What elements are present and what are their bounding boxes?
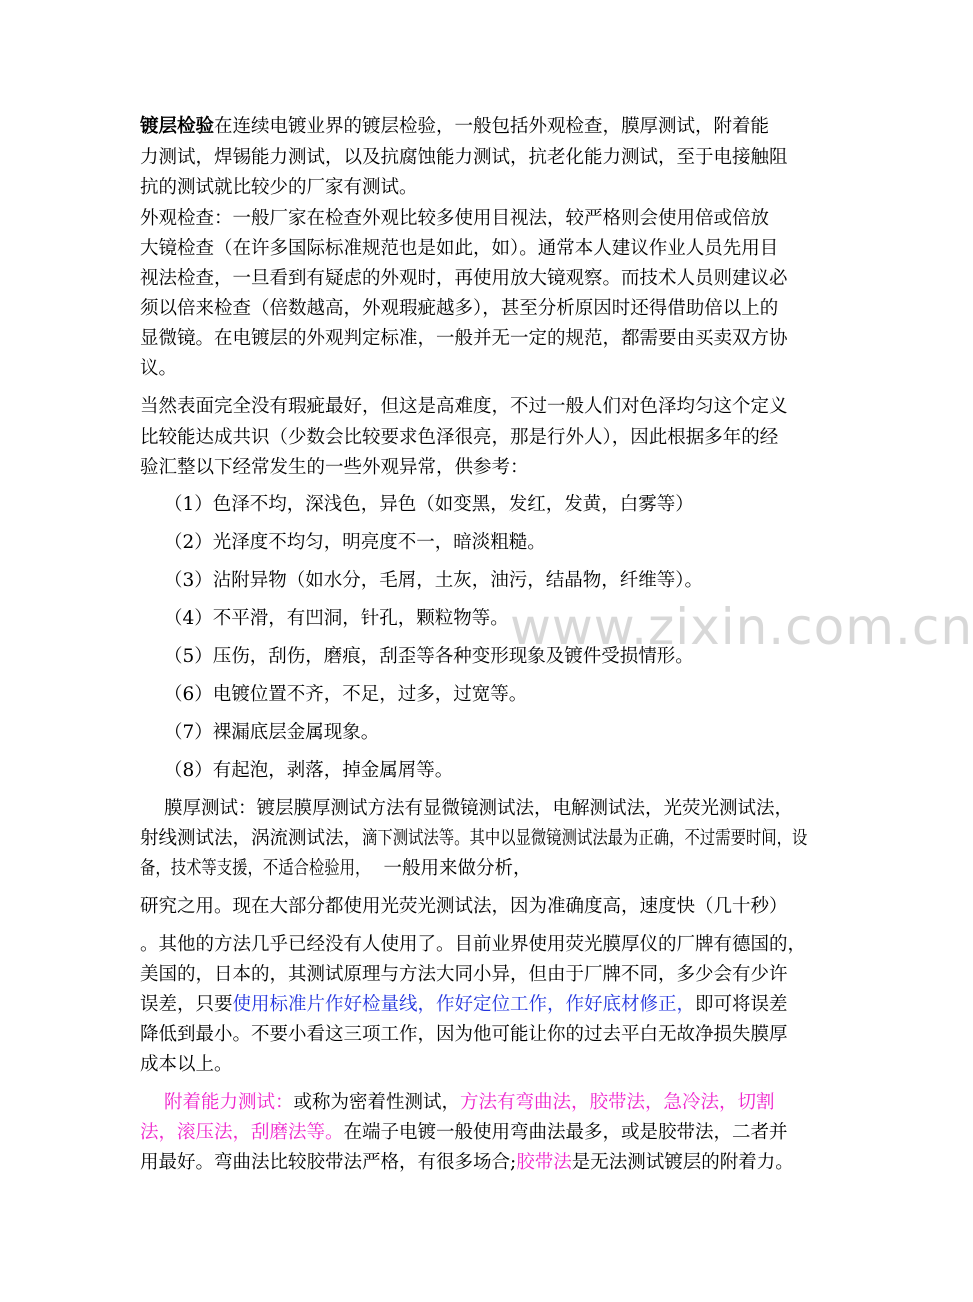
text-run: 即可将误差 xyxy=(695,994,788,1015)
p4-line-9: 成本以上。 xyxy=(140,1054,233,1075)
list-item: （6）电镀位置不齐，不足，过多，过宽等。 xyxy=(164,684,528,705)
list-item: （1）色泽不均，深浅色，异色（如变黑，发红，发黄，白雾等） xyxy=(164,494,694,515)
p2-line-3: 视法检查，一旦看到有疑虑的外观时，再使用放大镜观察。而技术人员则建议必 xyxy=(140,268,788,289)
section-heading: 镀层检验 xyxy=(140,116,215,137)
list-item: （7）裸漏底层金属现象。 xyxy=(164,722,380,743)
p3-line-1: 当然表面完全没有瑕疵最好，但这是高难度，不过一般人们对色泽均匀这个定义 xyxy=(140,396,788,417)
list-item: （4）不平滑，有凹洞，针孔，颗粒物等。 xyxy=(164,608,509,629)
p4-line-8: 降低到最小。不要小看这三项工作，因为他可能让你的过去平白无故净损失膜厚 xyxy=(140,1024,788,1045)
text-run: 或称为密着性测试， xyxy=(293,1092,461,1113)
text-run: 射线测试法，涡流测试法， xyxy=(140,828,363,849)
text-run-condensed: 备，技术等支援，不适合检验用， xyxy=(140,858,371,879)
p4-line-6: 美国的，日本的，其测试原理与方法大同小异，但由于厂牌不同，多少会有少许 xyxy=(140,964,788,985)
list-item: （3）沾附异物（如水分，毛屑，土灰，油污，结晶物，纤维等）。 xyxy=(164,570,704,591)
p2-line-6: 议。 xyxy=(140,358,178,379)
p4-line-1: 膜厚测试：镀层膜厚测试方法有显微镜测试法，电解测试法，光荧光测试法， xyxy=(164,798,794,819)
highlighted-text-pink: 附着能力测试： xyxy=(164,1092,294,1113)
p4-line-4: 研究之用。现在大部分都使用光荧光测试法，因为准确度高，速度快（几十秒） xyxy=(140,896,788,917)
p1-line-2: 力测试，焊锡能力测试，以及抗腐蚀能力测试，抗老化能力测试，至于电接触阻 xyxy=(140,147,788,168)
p5-line-2 xyxy=(140,1120,790,1146)
p2-line-4: 须以倍来检查（倍数越高，外观瑕疵越多），甚至分析原因时还得借助倍以上的 xyxy=(140,298,779,319)
p4-line-3 xyxy=(140,856,790,882)
text-run-condensed: 滴下测试法等。其中以显微镜测试法最为正确，不过需要时间，设 xyxy=(362,828,808,849)
text-run: 误差，只要 xyxy=(140,994,233,1015)
text-run: 在连续电镀业界的镀层检验，一般包括外观检查，膜厚测试，附着能 xyxy=(214,116,770,137)
p3-line-2: 比较能达成共识（少数会比较要求色泽很亮，那是行外人），因此根据多年的经 xyxy=(140,427,779,448)
list-item: （5）压伤，刮伤，磨痕，刮歪等各种变形现象及镀件受损情形。 xyxy=(164,646,694,667)
highlighted-text-blue: 使用标准片作好检量线，作好定位工作，作好底材修正， xyxy=(232,994,696,1015)
p1-line-1 xyxy=(140,114,790,140)
text-run: 是无法测试镀层的附着力。 xyxy=(571,1152,794,1173)
p4-line-2 xyxy=(140,826,808,852)
p5-line-3 xyxy=(140,1150,794,1176)
p2-line-1: 外观检查：一般厂家在检查外观比较多使用目视法，较严格则会使用倍或倍放 xyxy=(140,208,770,229)
p2-line-2: 大镜检查（在许多国际标准规范也是如此，如）。通常本人建议作业人员先用目 xyxy=(140,238,779,259)
text-run: 用最好。弯曲法比较胶带法严格，有很多场合; xyxy=(140,1152,517,1173)
p4-line-5: 。其他的方法几乎已经没有人使用了。目前业界使用荧光膜厚仪的厂牌有德国的， xyxy=(140,934,807,955)
p5-line-1 xyxy=(164,1090,790,1116)
text-run: 一般用来做分析， xyxy=(383,858,532,879)
highlighted-text-pink: 法，滚压法，刮磨法等。 xyxy=(140,1122,344,1143)
p3-line-3: 验汇整以下经常发生的一些外观异常，供参考： xyxy=(140,457,529,478)
highlighted-text-pink: 方法有弯曲法，胶带法，急冷法，切割 xyxy=(460,1092,775,1113)
p1-line-3: 抗的测试就比较少的厂家有测试。 xyxy=(140,177,418,198)
p4-line-7 xyxy=(140,992,790,1018)
list-item: （2）光泽度不均匀，明亮度不一，暗淡粗糙。 xyxy=(164,532,546,553)
list-item: （8）有起泡，剥落，掉金属屑等。 xyxy=(164,760,454,781)
watermark: www.zixin.com.cn xyxy=(510,598,973,656)
text-run: 在端子电镀一般使用弯曲法最多，或是胶带法，二者并 xyxy=(343,1122,788,1143)
highlighted-text-pink: 胶带法 xyxy=(516,1152,572,1173)
p2-line-5: 显微镜。在电镀层的外观判定标准，一般并无一定的规范，都需要由买卖双方协 xyxy=(140,328,788,349)
